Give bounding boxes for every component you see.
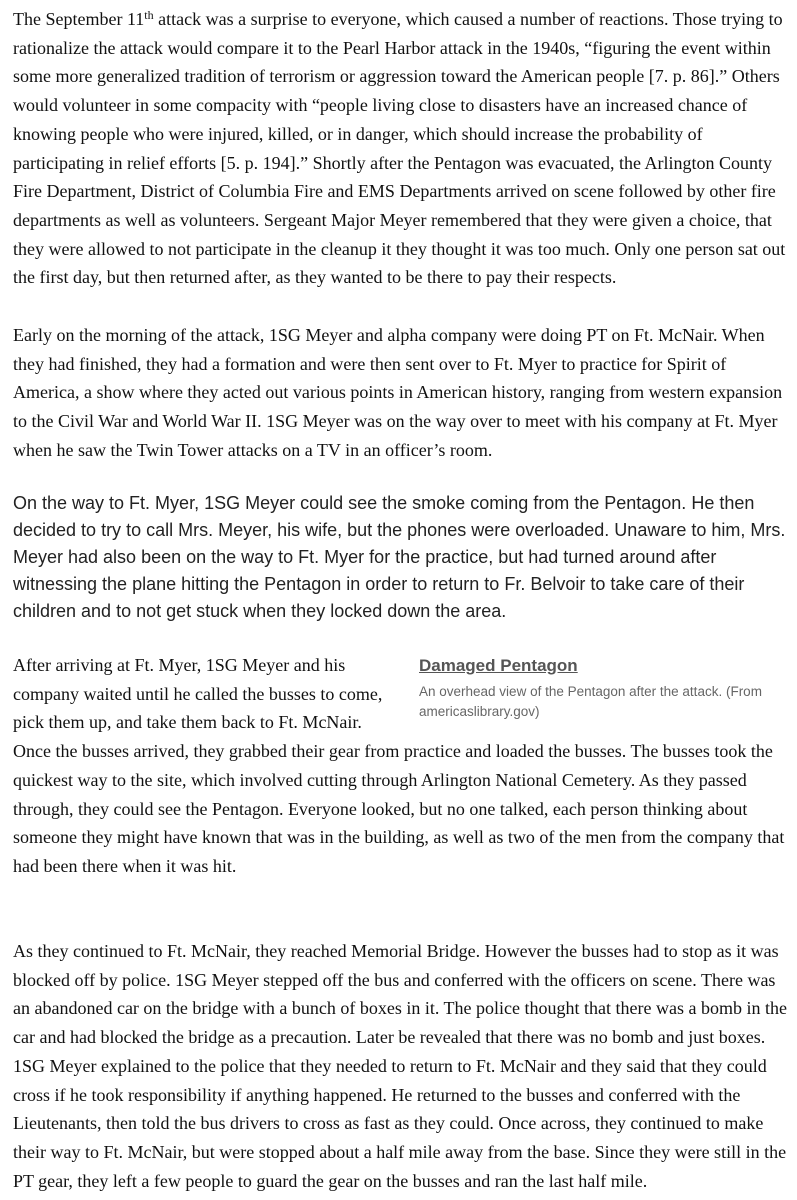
paragraph-way-to-ft-myer: On the way to Ft. Myer, 1SG Meyer could see the smoke coming from the Pentagon. He then decided to try to call Mrs. Meyer, his wife, but the phones were overloaded. Unaware to him, Mrs. Meyer had also been on the way to Ft. Myer for the practice, but had turned around after witnessing the plane hitting the Pentagon in order to return to Fr. Belvoir to take care of their children and to not get stuck when they locked down the area. xyxy=(13,493,786,621)
paragraph-september-11 xyxy=(13,5,789,292)
paragraph-memorial-bridge: As they continued to Ft. McNair, they reached Memorial Bridge. However the busses had to stop as it was blocked off by police. 1SG Meyer stepped off the bus and conferred with the officers on scene. There was an abandoned car on the bridge with a bunch of boxes in it. The police thought that there was a bomb in the car and had blocked the bridge as a precaution. Later be revealed that there was no bomb and just boxes. 1SG Meyer explained to the police that they needed to return to Ft. McNair and they said that they could cross if he took responsibility if anything happened. He returned to the busses and conferred with the Lieutenants, then told the bus drivers to cross as fast as they could. Once across, they continued to make their way to Ft. McNair, but were stopped about a half mile away from the base. Since they were still in the PT gear, they left a few people to guard the gear on the busses and ran the last half mile. xyxy=(13,941,787,1191)
paragraph-text-start: The September 11 xyxy=(13,9,145,29)
paragraph-text: After arriving at Ft. Myer, 1SG Meyer and his company waited until he called the busses to come, pick them up, and take them back to Ft. McNair. Once the busses arrived, they grabbed their gear from practice and loaded the busses. The busses took the quickest way to the site, which involved cutting through Arlington National Cemetery. As they passed through, they could see the Pentagon. Everyone looked, but no one talked, each person thinking about someone they might have known that was in the building, as well as two of the men from the company that had been there when it was hit. xyxy=(13,655,785,876)
figure-caption: An overhead view of the Pentagon after the attack. (From americaslibrary.gov) xyxy=(419,683,762,719)
paragraph-text-rest: attack was a surprise to everyone, which caused a number of reactions. Those trying to rationalize the attack would compare it to the Pearl Harbor attack in the 1940s, “figuring the event within some more generalized tradition of terrorism or aggression toward the American people [7. p. 86].” Others would volunteer in some compacity with “people living close to disasters have an increased chance of knowing people who were injured, killed, or in danger, which should increase the probability of participating in relief efforts [5. p. 194].” Shortly after the Pentagon was evacuated, the Arlington County Fire Department, District of Columbia Fire and EMS Departments arrived on scene followed by other fire departments as well as volunteers. Sergeant Major Meyer remembered that they were given a choice, that they were allowed to not participate in the cleanup it they thought it was too much. Only one person sat out the first day, but then returned after, as they wanted to be there to pay their respects. xyxy=(13,9,786,288)
ordinal-superscript: th xyxy=(144,8,154,22)
figure-damaged-pentagon xyxy=(419,651,789,722)
paragraph-morning-of-attack: Early on the morning of the attack, 1SG Meyer and alpha company were doing PT on Ft. McNair. When they had finished, they had a formation and were then sent over to Ft. Myer to practice for Spirit of America, a show where they acted out various points in American history, ranging from western expansion to the Civil War and World War II. 1SG Meyer was on the way over to meet with his company at Ft. Myer when he saw the Twin Tower attacks on a TV in an officer’s room. xyxy=(13,325,783,460)
figure-title-link[interactable]: Damaged Pentagon xyxy=(419,656,578,675)
paragraph-arriving-ft-myer xyxy=(13,651,789,881)
